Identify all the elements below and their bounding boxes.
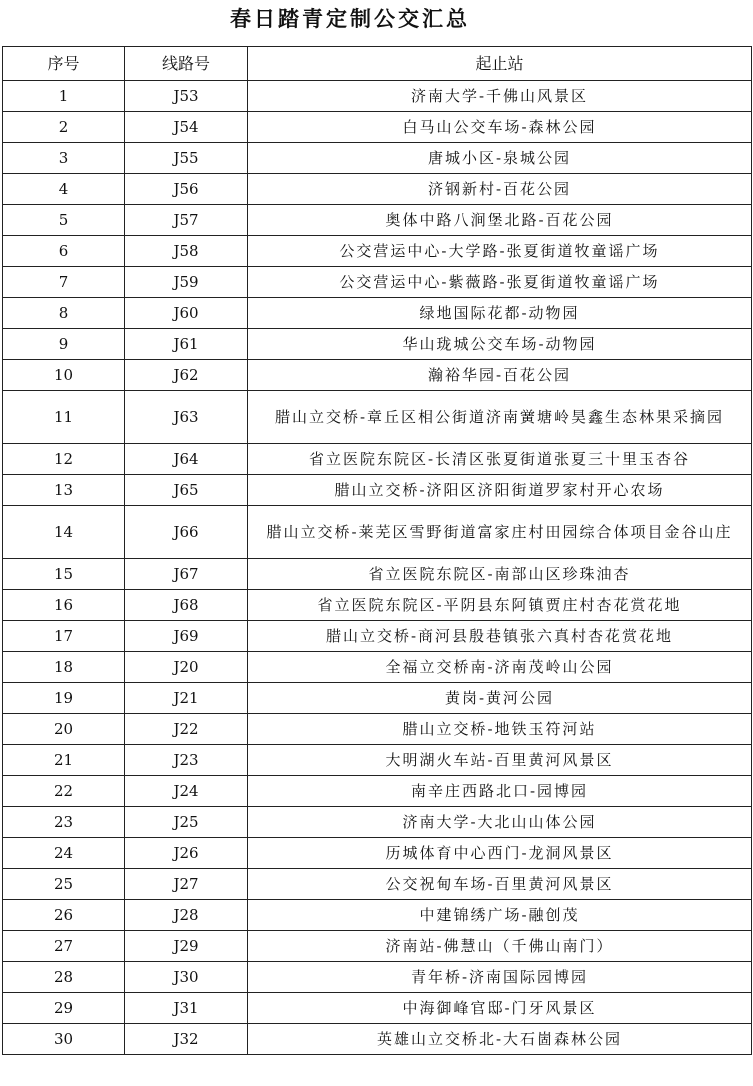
table-row bbox=[3, 652, 752, 683]
route-stops-cell: 南辛庄西路北口-园博园 bbox=[248, 776, 752, 807]
row-index-cell: 6 bbox=[3, 236, 125, 267]
table-row bbox=[3, 559, 752, 590]
row-index-cell: 26 bbox=[3, 900, 125, 931]
table-row bbox=[3, 838, 752, 869]
table-row bbox=[3, 506, 752, 559]
line-number-cell: J61 bbox=[125, 329, 248, 360]
route-stops-cell: 英雄山立交桥北-大石崮森林公园 bbox=[248, 1024, 752, 1055]
row-index-cell: 13 bbox=[3, 475, 125, 506]
table-row bbox=[3, 745, 752, 776]
line-number-cell: J53 bbox=[125, 81, 248, 112]
table-row bbox=[3, 174, 752, 205]
row-index-cell: 24 bbox=[3, 838, 125, 869]
table-row bbox=[3, 236, 752, 267]
line-number-cell: J55 bbox=[125, 143, 248, 174]
row-index-cell: 5 bbox=[3, 205, 125, 236]
line-number-cell: J20 bbox=[125, 652, 248, 683]
route-stops-cell: 白马山公交车场-森林公园 bbox=[248, 112, 752, 143]
line-number-cell: J24 bbox=[125, 776, 248, 807]
line-number-cell: J54 bbox=[125, 112, 248, 143]
table-row bbox=[3, 993, 752, 1024]
line-number-cell: J56 bbox=[125, 174, 248, 205]
table-row bbox=[3, 714, 752, 745]
table-row bbox=[3, 900, 752, 931]
route-stops-cell: 公交营运中心-大学路-张夏街道牧童谣广场 bbox=[248, 236, 752, 267]
row-index-cell: 20 bbox=[3, 714, 125, 745]
header-row bbox=[3, 47, 752, 81]
bus-route-table bbox=[2, 46, 752, 1055]
table-row bbox=[3, 329, 752, 360]
route-stops-cell: 黄岗-黄河公园 bbox=[248, 683, 752, 714]
route-stops-cell: 腊山立交桥-莱芜区雪野街道富家庄村田园综合体项目金谷山庄 bbox=[248, 506, 752, 559]
line-number-cell: J67 bbox=[125, 559, 248, 590]
row-index-cell: 8 bbox=[3, 298, 125, 329]
line-number-cell: J29 bbox=[125, 931, 248, 962]
line-number-cell: J58 bbox=[125, 236, 248, 267]
route-stops-cell: 济南站-佛慧山（千佛山南门） bbox=[248, 931, 752, 962]
table-row bbox=[3, 621, 752, 652]
table-row bbox=[3, 143, 752, 174]
route-stops-cell: 青年桥-济南国际园博园 bbox=[248, 962, 752, 993]
row-index-cell: 29 bbox=[3, 993, 125, 1024]
row-index-cell: 14 bbox=[3, 506, 125, 559]
route-stops-cell: 腊山立交桥-商河县殷巷镇张六真村杏花赏花地 bbox=[248, 621, 752, 652]
table-header bbox=[3, 47, 752, 81]
row-index-cell: 9 bbox=[3, 329, 125, 360]
route-stops-cell: 省立医院东院区-南部山区珍珠油杏 bbox=[248, 559, 752, 590]
line-number-cell: J59 bbox=[125, 267, 248, 298]
row-index-cell: 23 bbox=[3, 807, 125, 838]
row-index-cell: 25 bbox=[3, 869, 125, 900]
route-stops-cell: 绿地国际花都-动物园 bbox=[248, 298, 752, 329]
row-index-cell: 15 bbox=[3, 559, 125, 590]
route-stops-cell: 济南大学-千佛山风景区 bbox=[248, 81, 752, 112]
route-stops-cell: 中海御峰官邸-门牙风景区 bbox=[248, 993, 752, 1024]
table-row bbox=[3, 776, 752, 807]
route-stops-cell: 腊山立交桥-济阳区济阳街道罗家村开心农场 bbox=[248, 475, 752, 506]
line-number-cell: J32 bbox=[125, 1024, 248, 1055]
line-number-cell: J25 bbox=[125, 807, 248, 838]
row-index-cell: 18 bbox=[3, 652, 125, 683]
row-index-cell: 17 bbox=[3, 621, 125, 652]
row-index-cell: 28 bbox=[3, 962, 125, 993]
line-number-cell: J62 bbox=[125, 360, 248, 391]
line-number-cell: J21 bbox=[125, 683, 248, 714]
table-row bbox=[3, 590, 752, 621]
table-row bbox=[3, 683, 752, 714]
row-index-cell: 22 bbox=[3, 776, 125, 807]
table-row bbox=[3, 931, 752, 962]
route-stops-cell: 华山珑城公交车场-动物园 bbox=[248, 329, 752, 360]
page-title: 春日踏青定制公交汇总 bbox=[230, 6, 470, 31]
line-number-cell: J64 bbox=[125, 444, 248, 475]
route-stops-cell: 省立医院东院区-长清区张夏街道张夏三十里玉杏谷 bbox=[248, 444, 752, 475]
route-stops-cell: 中建锦绣广场-融创茂 bbox=[248, 900, 752, 931]
table-row bbox=[3, 298, 752, 329]
table-row bbox=[3, 869, 752, 900]
route-stops-cell: 全福立交桥南-济南茂岭山公园 bbox=[248, 652, 752, 683]
row-index-cell: 2 bbox=[3, 112, 125, 143]
route-stops-cell: 瀚裕华园-百花公园 bbox=[248, 360, 752, 391]
row-index-cell: 1 bbox=[3, 81, 125, 112]
row-index-cell: 27 bbox=[3, 931, 125, 962]
route-stops-cell: 腊山立交桥-章丘区相公街道济南黉塘岭昊鑫生态林果采摘园 bbox=[248, 391, 752, 444]
route-stops-cell: 唐城小区-泉城公园 bbox=[248, 143, 752, 174]
route-stops-cell: 济南大学-大北山山体公园 bbox=[248, 807, 752, 838]
route-stops-cell: 公交营运中心-紫薇路-张夏街道牧童谣广场 bbox=[248, 267, 752, 298]
line-number-cell: J69 bbox=[125, 621, 248, 652]
line-number-cell: J68 bbox=[125, 590, 248, 621]
line-number-cell: J26 bbox=[125, 838, 248, 869]
row-index-cell: 21 bbox=[3, 745, 125, 776]
header-line-number: 线路号 bbox=[125, 47, 248, 81]
table-row bbox=[3, 807, 752, 838]
row-index-cell: 16 bbox=[3, 590, 125, 621]
line-number-cell: J65 bbox=[125, 475, 248, 506]
route-stops-cell: 济钢新村-百花公园 bbox=[248, 174, 752, 205]
row-index-cell: 3 bbox=[3, 143, 125, 174]
header-index: 序号 bbox=[3, 47, 125, 81]
header-stops: 起止站 bbox=[248, 47, 752, 81]
table-row bbox=[3, 205, 752, 236]
row-index-cell: 10 bbox=[3, 360, 125, 391]
table-row bbox=[3, 267, 752, 298]
table-row bbox=[3, 475, 752, 506]
row-index-cell: 11 bbox=[3, 391, 125, 444]
row-index-cell: 12 bbox=[3, 444, 125, 475]
line-number-cell: J30 bbox=[125, 962, 248, 993]
table-row bbox=[3, 81, 752, 112]
line-number-cell: J27 bbox=[125, 869, 248, 900]
table-row bbox=[3, 391, 752, 444]
table-body bbox=[3, 81, 752, 1055]
line-number-cell: J28 bbox=[125, 900, 248, 931]
table-row bbox=[3, 962, 752, 993]
row-index-cell: 4 bbox=[3, 174, 125, 205]
line-number-cell: J23 bbox=[125, 745, 248, 776]
line-number-cell: J22 bbox=[125, 714, 248, 745]
line-number-cell: J60 bbox=[125, 298, 248, 329]
route-stops-cell: 腊山立交桥-地铁玉符河站 bbox=[248, 714, 752, 745]
route-stops-cell: 公交祝甸车场-百里黄河风景区 bbox=[248, 869, 752, 900]
route-stops-cell: 历城体育中心西门-龙洞风景区 bbox=[248, 838, 752, 869]
table-row bbox=[3, 1024, 752, 1055]
route-stops-cell: 奥体中路八涧堡北路-百花公园 bbox=[248, 205, 752, 236]
row-index-cell: 19 bbox=[3, 683, 125, 714]
route-stops-cell: 省立医院东院区-平阴县东阿镇贾庄村杏花赏花地 bbox=[248, 590, 752, 621]
row-index-cell: 7 bbox=[3, 267, 125, 298]
line-number-cell: J57 bbox=[125, 205, 248, 236]
row-index-cell: 30 bbox=[3, 1024, 125, 1055]
table-row bbox=[3, 360, 752, 391]
table-row bbox=[3, 444, 752, 475]
line-number-cell: J63 bbox=[125, 391, 248, 444]
line-number-cell: J31 bbox=[125, 993, 248, 1024]
route-stops-cell: 大明湖火车站-百里黄河风景区 bbox=[248, 745, 752, 776]
line-number-cell: J66 bbox=[125, 506, 248, 559]
table-row bbox=[3, 112, 752, 143]
